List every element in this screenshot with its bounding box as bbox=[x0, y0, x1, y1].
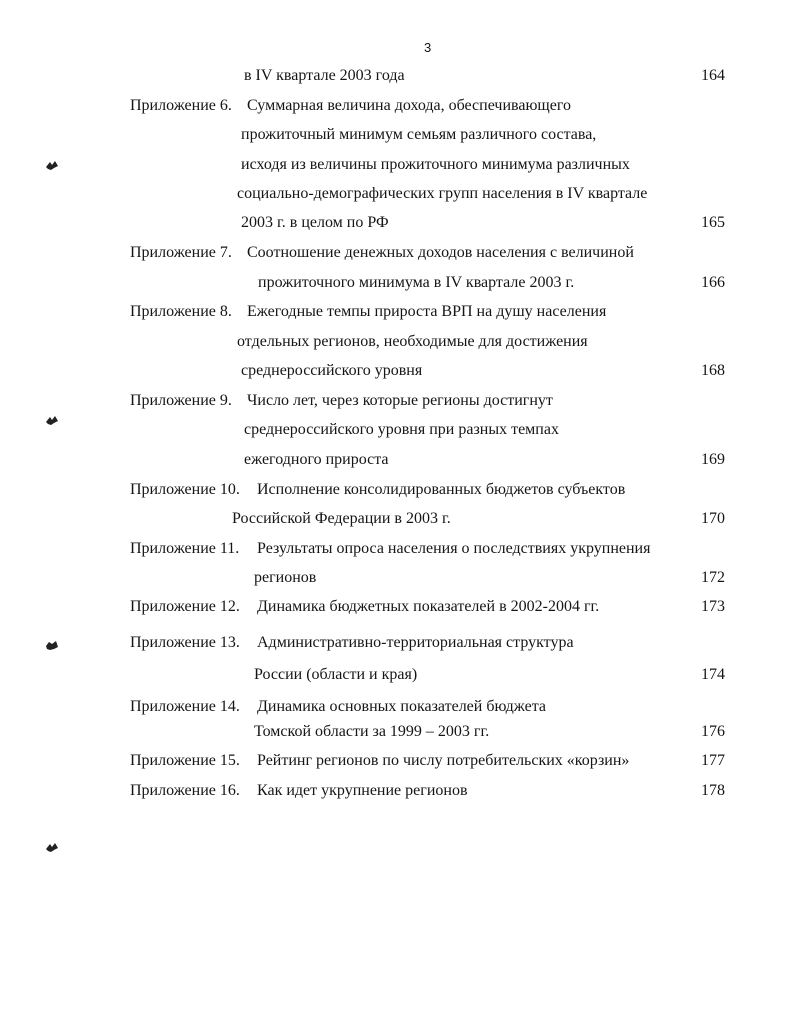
entry-3-line-1: отдельных регионов, необходимые для достижения bbox=[237, 333, 588, 350]
entry-10-label: Приложение 15. bbox=[130, 752, 240, 769]
entry-1-label: Приложение 6. bbox=[130, 97, 232, 114]
entry-4-line-2: ежегодного прироста bbox=[244, 451, 389, 468]
entry-2-line-0: Соотношение денежных доходов населения с величиной bbox=[247, 244, 634, 261]
entry-6-label: Приложение 11. bbox=[130, 540, 240, 557]
entry-5-line-1: Российской Федерации в 2003 г. bbox=[232, 510, 451, 527]
entry-11-line-0: Как идет укрупнение регионов bbox=[257, 782, 468, 799]
binding-mark-icon bbox=[44, 413, 60, 427]
entry-1-line-2: исходя из величины прожиточного минимума различных bbox=[241, 156, 630, 173]
entry-5-page: 170 bbox=[701, 510, 725, 527]
entry-3-line-2: среднероссийского уровня bbox=[241, 362, 423, 379]
entry-8-line-1: России (области и края) bbox=[254, 666, 418, 683]
entry-4-label: Приложение 9. bbox=[130, 392, 232, 409]
entry-5-label: Приложение 10. bbox=[130, 481, 240, 498]
entry-1-line-0: Суммарная величина дохода, обеспечивающего bbox=[247, 97, 572, 114]
entry-1-line-1: прожиточный минимум семьям различного состава, bbox=[241, 126, 597, 143]
binding-mark-icon bbox=[44, 158, 60, 172]
entry-9-label: Приложение 14. bbox=[130, 698, 240, 715]
page-number: 3 bbox=[424, 40, 432, 55]
entry-6-line-0: Результаты опроса населения о последствиях укрупнения bbox=[257, 540, 651, 557]
entry-8-line-0: Административно-территориальная структура bbox=[257, 634, 574, 651]
binding-mark-icon bbox=[44, 840, 60, 854]
entry-9-line-1: Томской области за 1999 – 2003 гг. bbox=[254, 723, 490, 740]
entry-1-line-4: 2003 г. в целом по РФ bbox=[241, 214, 389, 231]
entry-4-page: 169 bbox=[701, 451, 725, 468]
entry-3-label: Приложение 8. bbox=[130, 303, 232, 320]
entry-2-label: Приложение 7. bbox=[130, 244, 232, 261]
entry-7-line-0: Динамика бюджетных показателей в 2002-2004 гг. bbox=[257, 598, 600, 615]
entry-5-line-0: Исполнение консолидированных бюджетов субъектов bbox=[257, 481, 626, 498]
entry-9-line-0: Динамика основных показателей бюджета bbox=[257, 698, 546, 715]
entry-7-label: Приложение 12. bbox=[130, 598, 240, 615]
entry-2-line-1: прожиточного минимума в IV квартале 2003 г. bbox=[258, 274, 575, 291]
entry-10-line-0: Рейтинг регионов по числу потребительских «корзин» bbox=[257, 752, 630, 769]
entry-11-page: 178 bbox=[701, 782, 725, 799]
entry-3-line-0: Ежегодные темпы прироста ВРП на душу населения bbox=[247, 303, 607, 320]
entry-0-line-0: в IV квартале 2003 года bbox=[244, 67, 405, 84]
binding-mark-icon bbox=[44, 638, 60, 652]
entry-4-line-0: Число лет, через которые регионы достигнут bbox=[247, 392, 553, 409]
entry-6-line-1: регионов bbox=[254, 569, 317, 586]
entry-3-page: 168 bbox=[701, 362, 725, 379]
entry-8-page: 174 bbox=[701, 666, 725, 683]
entry-4-line-1: среднероссийского уровня при разных темпах bbox=[244, 421, 559, 438]
entry-7-page: 173 bbox=[701, 598, 725, 615]
entry-1-line-3: социально-демографических групп населения в IV квартале bbox=[237, 185, 648, 202]
entry-6-page: 172 bbox=[701, 569, 725, 586]
entry-10-page: 177 bbox=[701, 752, 725, 769]
entry-11-label: Приложение 16. bbox=[130, 782, 240, 799]
entry-0-page: 164 bbox=[701, 67, 725, 84]
entry-2-page: 166 bbox=[701, 274, 725, 291]
entry-8-label: Приложение 13. bbox=[130, 634, 240, 651]
entry-1-page: 165 bbox=[701, 214, 725, 231]
entry-9-page: 176 bbox=[701, 723, 725, 740]
